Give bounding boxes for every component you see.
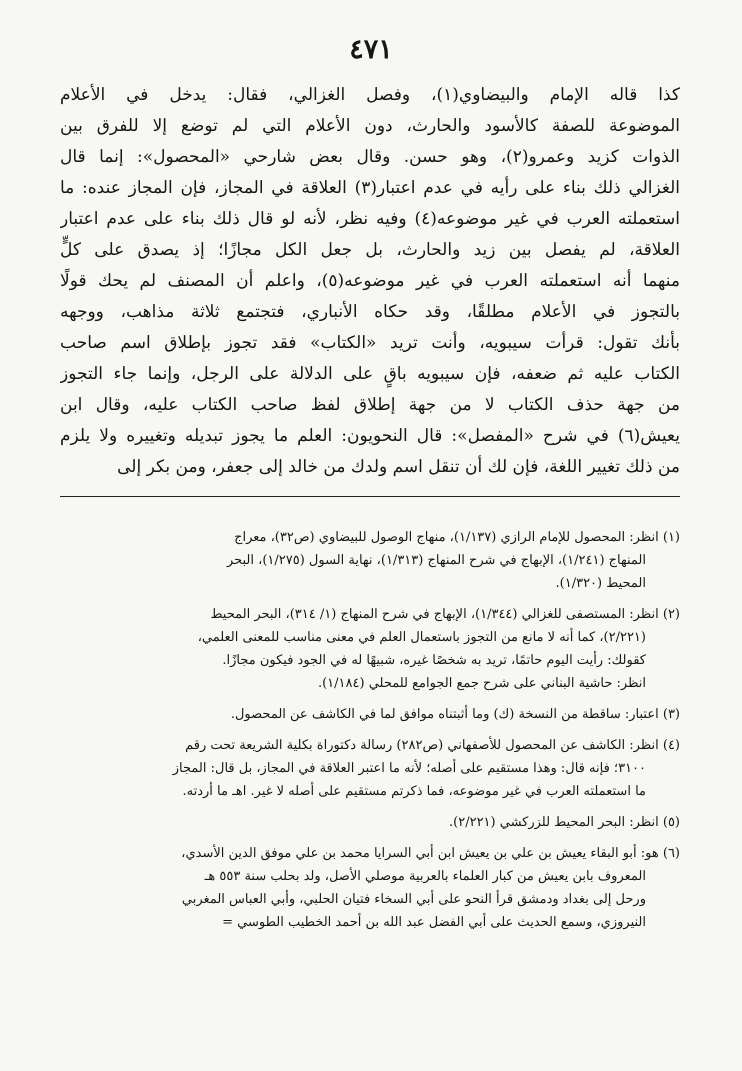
- footnote-line: ما استعملته العرب في غير موضوعه، فما ذكرتم مستقيم على أصله لا غير. اهـ ما أردته.: [182, 784, 646, 799]
- footnote-line: كقولك: رأيت اليوم حاتمًا، تريد به شخصًا غيره، شبيهًا له في الجود فيكون مجازًا.: [222, 653, 646, 668]
- footnote-line: ٣١٠٠؛ فإنه قال: وهذا مستقيم على أصله؛ لأنه ما اعتبر العلاقة في المجاز، بل قال: المجاز: [172, 761, 646, 776]
- main-text-line: استعملته العرب في غير موضوعه(٤) وفيه نظر، لأنه لو قال ذلك بناء على عدم اعتبار: [60, 209, 680, 229]
- footnote-6: [60, 842, 680, 934]
- footnote-line: (٤) انظر: الكاشف عن المحصول للأصفهاني (ص٢٨٢) رسالة دكتوراة بكلية الشريعة تحت رقم: [185, 738, 680, 753]
- footnote-3: [60, 703, 680, 726]
- main-text-line: بالتجوز في الأعلام مطلقًا، وقد حكاه الأنباري، فتجتمع ثلاثة مذاهب، ووجهه: [60, 302, 680, 322]
- footnote-1: [60, 526, 680, 595]
- page-number: ٤٧١: [349, 34, 393, 65]
- main-text: [60, 80, 680, 483]
- footnote-line: المحيط (١/٣٢٠).: [555, 576, 646, 591]
- main-text-line: بأنك تقول: قرأت سيبويه، وأنت تريد «الكتاب» فقد تجوز بإطلاق اسم صاحب: [60, 333, 680, 353]
- footnotes: [60, 526, 680, 942]
- main-text-line: من ذلك تغيير اللغة، فإن لك أن تنقل اسم ولدك من خالد إلى جعفر، ومن بكر إلى: [117, 457, 680, 477]
- main-text-line: منهما أنه استعملته العرب في غير موضوعه(٥)، واعلم أن المصنف لم يحك قولًا: [60, 271, 680, 291]
- footnote-line: انظر: حاشية البناني على شرح جمع الجوامع للمحلي (١/١٨٤).: [317, 676, 646, 691]
- main-text-line: من جهة حذف الكتاب لا من جهة إطلاق لفظ صاحب الكتاب عليه، وقال ابن: [60, 395, 680, 415]
- main-text-line: الغزالي ذلك بناء على رأيه في عدم اعتبار(٣) العلاقة في المجاز، فإن المجاز عنده: ما: [60, 178, 680, 198]
- main-text-line: الموضوعة للصفة كالأسود والحارث، دون الأعلام التي لم توضع إلا للفرق بين: [60, 116, 680, 136]
- main-text-line: يعيش(٦) في شرح «المفصل»: قال النحويون: العلم ما يجوز تبديله وتغييره ولا يلزم: [60, 426, 680, 446]
- footnote-line: (٢/٢٢١)، كما أنه لا مانع من التجوز باستعمال العلم في معنى مناسب للمعنى العلمي،: [197, 630, 646, 645]
- footnote-line: (١) انظر: المحصول للإمام الرازي (١/١٣٧)، منهاج الوصول للبيضاوي (ص٣٢)، معراج: [234, 530, 680, 545]
- footnote-separator: [60, 496, 680, 497]
- footnote-5: [60, 811, 680, 834]
- footnote-line: (٥) انظر: البحر المحيط للزركشي (٢/٢٢١).: [449, 815, 680, 830]
- footnote-line: المنهاج (١/٢٤١)، الإبهاج في شرح المنهاج (١/٣١٣)، نهاية السول (١/٢٧٥)، البحر: [226, 553, 646, 568]
- footnote-line: (٣) اعتبار: ساقطة من النسخة (ك) وما أثبتناه موافق لما في الكاشف عن المحصول.: [230, 707, 680, 722]
- footnote-line: ورحل إلى بغداد ودمشق قرأ النحو على أبي السخاء فتيان الحلبي، وأبي العباس المغربي: [181, 892, 646, 907]
- footnote-line: (٢) انظر: المستصفى للغزالي (١/٣٤٤)، الإبهاج في شرح المنهاج (١/ ٣١٤)، البحر المحيط: [210, 607, 680, 622]
- main-text-line: العلاقة، لم يفصل بين زيد والحارث، بل جعل الكل مجازًا؛ إذ يصدق على كلٍّ: [60, 240, 680, 260]
- main-text-line: كذا قاله الإمام والبيضاوي(١)، وفصل الغزالي، فقال: يدخل في الأعلام: [60, 85, 680, 105]
- footnote-2: [60, 603, 680, 695]
- main-text-line: الذوات كزيد وعمرو(٢)، وهو حسن. وقال بعض شارحي «المحصول»: إنما قال: [60, 147, 680, 167]
- main-text-line: الكتاب عليه ثم ضعفه، فإن سيبويه باقٍ على الدلالة على الرجل، وإنما جاء التجوز: [60, 364, 680, 384]
- footnote-4: [60, 734, 680, 803]
- footnote-line: (٦) هو: أبو البقاء يعيش بن علي بن يعيش ابن أبي السرايا محمد بن علي موفق الدين الأسدي،: [181, 846, 680, 861]
- footnote-line: المعروف بابن يعيش من كبار العلماء بالعربية موصلي الأصل، ولد بحلب سنة ٥٥٣ هـ: [204, 869, 646, 884]
- footnote-line: النيروزي، وسمع الحديث على أبي الفضل عبد الله بن أحمد الخطيب الطوسي =: [222, 915, 646, 930]
